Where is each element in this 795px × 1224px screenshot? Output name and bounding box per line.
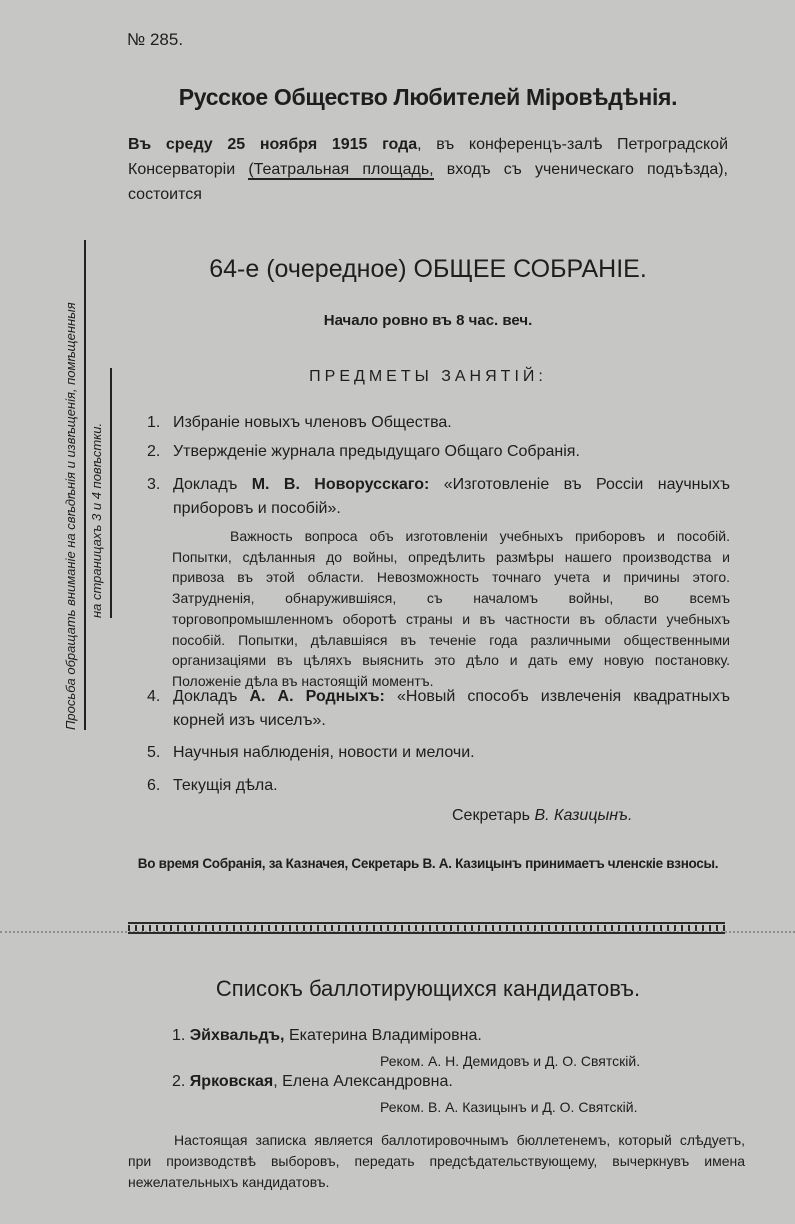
item-prefix: Докладъ xyxy=(173,476,252,493)
side-note-rule-2 xyxy=(110,368,112,618)
item-text: Текущія дѣла. xyxy=(173,777,278,794)
secretary-signature xyxy=(452,807,632,825)
ballot-note: Настоящая записка является баллотировочнымъ бюллетенемъ, который слѣдуетъ, при производствѣ выборовъ, передать предсѣдательствующему, вычеркнувъ имена нежелательныхъ кандидатовъ. xyxy=(128,1132,745,1190)
candidates-heading: Списокъ баллотирующихся кандидатовъ. xyxy=(215,976,641,1001)
candidate-name: Екатерина Владиміровна. xyxy=(284,1027,482,1044)
item-text: Утвержденіе журнала предыдущаго Общаго Собранія. xyxy=(173,443,580,460)
agenda-item xyxy=(147,440,730,464)
candidate-entry xyxy=(172,1027,672,1045)
agenda-item xyxy=(147,774,730,798)
side-note-line-1: Просьба обращать вниманіе на свѣдѣнія и извѣщенія, помѣщенныя xyxy=(63,302,78,730)
intro-date: Въ среду 25 ноября 1915 года xyxy=(128,136,418,153)
candidate-name: , Елена Александровна. xyxy=(273,1073,453,1090)
ornamental-divider xyxy=(128,922,725,934)
agenda-item xyxy=(147,411,730,435)
item-topic: «Новый способъ извлеченія квадратныхъ корней изъ чиселъ». xyxy=(173,688,730,729)
candidate-entry xyxy=(172,1073,672,1091)
intro-paragraph xyxy=(128,132,728,207)
agenda-item xyxy=(147,473,730,521)
candidate-number: 2. xyxy=(172,1073,186,1090)
secretary-name: В. Казицынъ. xyxy=(534,807,633,824)
society-title: Русское Общество Любителей Міровѣдѣнія. xyxy=(178,84,678,110)
fees-notice: Во время Собранія, за Казначея, Секретарь В. А. Казицынъ принимаетъ членскіе взносы. xyxy=(137,856,719,871)
item-number: 4. xyxy=(147,688,161,705)
start-time: Начало ровно въ 8 час. веч. xyxy=(323,312,533,329)
item-prefix: Докладъ xyxy=(173,688,250,705)
item-text: Избраніе новыхъ членовъ Общества. xyxy=(173,414,452,431)
item-text xyxy=(173,473,730,521)
item-number: 3. xyxy=(147,476,161,493)
agenda-item xyxy=(147,741,730,765)
item-speaker: М. В. Новорусскаго: xyxy=(251,476,430,493)
item-number: 6. xyxy=(147,777,161,794)
candidate-recommenders: Реком. А. Н. Демидовъ и Д. О. Святскій. xyxy=(380,1053,641,1069)
item-number: 2. xyxy=(147,443,161,460)
document-number: № 285. xyxy=(127,30,184,49)
intro-underlined-location: (Театральная площадь, xyxy=(248,161,434,178)
item-speaker: А. А. Родныхъ: xyxy=(249,688,385,705)
intro-text-1: , въ конференцъ-залѣ Петроградской Консерваторіи xyxy=(128,136,729,178)
candidate-number: 1. xyxy=(172,1027,186,1044)
candidate-surname: Эйхвальдъ, xyxy=(189,1027,285,1044)
secretary-label: Секретарь xyxy=(452,807,535,824)
meeting-title: 64-е (очередное) ОБЩЕЕ СОБРАНІЕ. xyxy=(209,255,647,283)
item-number: 5. xyxy=(147,744,161,761)
item-number: 1. xyxy=(147,414,161,431)
item-topic: «Изготовленіе въ Россіи научныхъ приборовъ и пособій». xyxy=(173,476,730,517)
candidate-surname: Ярковская xyxy=(189,1073,274,1090)
item-text: Научныя наблюденія, новости и мелочи. xyxy=(173,744,475,761)
side-note xyxy=(58,240,110,730)
candidate-recommenders: Реком. В. А. Казицынъ и Д. О. Святскій. xyxy=(380,1099,638,1115)
item-text xyxy=(173,685,730,733)
subjects-heading: ПРЕДМЕТЫ ЗАНЯТІЙ: xyxy=(309,368,547,385)
side-note-line-2: на страницахъ 3 и 4 повѣстки. xyxy=(89,422,104,618)
intro-text-2: входъ съ ученическаго подъѣзда), состоится xyxy=(128,161,729,203)
agenda-item xyxy=(147,685,730,733)
item-3-note: Важность вопроса объ изготовленіи учебныхъ приборовъ и пособій. Попытки, сдѣланныя до войны, опредѣлить размѣры нашего производства и привоза въ этой области. Невозможность точнаго учета и причины этого. Затрудненія, обнаружившіяся, съ началомъ войны, во всемъ торговопромышленномъ оборотѣ страны и въ частности въ области учебныхъ пособій. Попытки, дѣлавшіяся въ теченіе года различными общественными организаціями въ цѣляхъ выяснить это дѣло и дать ему новую постановку. Положеніе дѣла въ настоящій моментъ. xyxy=(172,528,730,689)
